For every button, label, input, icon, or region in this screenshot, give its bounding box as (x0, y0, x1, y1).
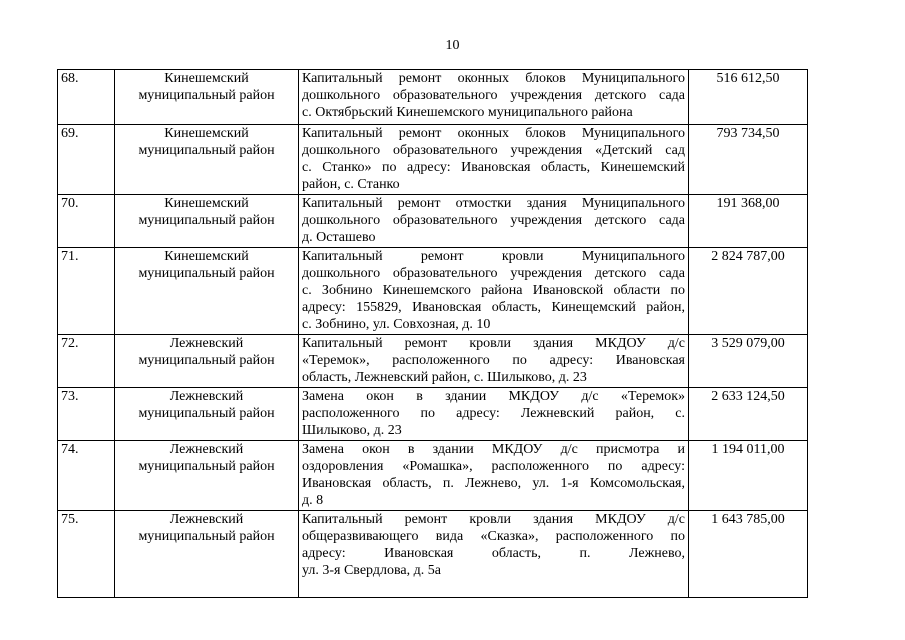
district-line: муниципальный район (138, 353, 275, 368)
description-line: общеразвивающего вида «Сказка», расположенного по (302, 529, 685, 544)
description-line: Капитальный ремонт оконных блоков Муниципального (302, 71, 685, 86)
district-cell (115, 335, 299, 388)
amount-cell: 1 643 785,00 (689, 511, 808, 598)
description-line: район, с. Станко (302, 177, 400, 192)
district-cell (115, 511, 299, 598)
district-line: муниципальный район (138, 266, 275, 281)
amount-cell: 3 529 079,00 (689, 335, 808, 388)
table-row (58, 195, 808, 248)
description-line: оздоровления «Ромашка», расположенного по адресу: (302, 459, 685, 474)
amount-cell: 2 824 787,00 (689, 248, 808, 335)
description-line: Капитальный ремонт кровли Муниципального (302, 249, 685, 264)
district-line: Кинешемский (164, 249, 249, 264)
row-number: 72. (58, 335, 115, 388)
description-line: с. Октябрьский Кинешемского муниципального района (302, 105, 633, 120)
amount-cell: 191 368,00 (689, 195, 808, 248)
district-line: муниципальный район (138, 406, 275, 421)
district-line: муниципальный район (138, 459, 275, 474)
description-line: дошкольного образовательного учреждения детского сада (302, 88, 685, 103)
description-cell (299, 125, 689, 195)
description-line: дошкольного образовательного учреждения детского сада (302, 213, 685, 228)
description-line: Капитальный ремонт оконных блоков Муниципального (302, 126, 685, 141)
description-line: Шилыково, д. 23 (302, 423, 402, 438)
description-line: с. Станко» по адресу: Ивановская область, Кинешемский (302, 160, 685, 175)
description-cell (299, 335, 689, 388)
description-line: Капитальный ремонт отмостки здания Муниципального (302, 196, 685, 211)
district-line: Кинешемский (164, 126, 249, 141)
description-line: с. Зобнино Кинешемского района Ивановской области по (302, 283, 685, 298)
district-cell (115, 248, 299, 335)
description-line: расположенного по адресу: Лежневский район, с. (302, 406, 685, 421)
amount-cell: 793 734,50 (689, 125, 808, 195)
amount-cell: 2 633 124,50 (689, 388, 808, 441)
description-cell (299, 511, 689, 598)
description-line: Капитальный ремонт кровли здания МКДОУ д/с (302, 512, 685, 527)
page-number: 10 (445, 38, 460, 53)
table-row (58, 70, 808, 125)
amount-cell: 516 612,50 (689, 70, 808, 125)
row-number: 73. (58, 388, 115, 441)
description-line: дошкольного образовательного учреждения детского сада (302, 266, 685, 281)
district-cell (115, 195, 299, 248)
district-cell (115, 388, 299, 441)
district-line: Лежневский (169, 389, 244, 404)
description-line: с. Зобнино, ул. Совхозная, д. 10 (302, 317, 491, 332)
description-cell (299, 388, 689, 441)
description-line: д. 8 (302, 493, 324, 508)
district-line: Кинешемский (164, 196, 249, 211)
row-number: 75. (58, 511, 115, 598)
row-number: 68. (58, 70, 115, 125)
table-row (58, 388, 808, 441)
district-cell (115, 441, 299, 511)
district-line: Лежневский (169, 442, 244, 457)
row-number: 71. (58, 248, 115, 335)
description-line: д. Осташево (302, 230, 376, 245)
district-line: Лежневский (169, 336, 244, 351)
table-body (58, 70, 808, 598)
row-number: 74. (58, 441, 115, 511)
description-line: Замена окон в здании МКДОУ д/с присмотра и (302, 442, 685, 457)
description-cell (299, 441, 689, 511)
description-line: Капитальный ремонт кровли здания МКДОУ д/с (302, 336, 685, 351)
table-row (58, 511, 808, 598)
district-line: муниципальный район (138, 213, 275, 228)
description-line: адресу: 155829, Ивановская область, Кинещемский район, (302, 300, 685, 315)
description-line: область, Лежневский район, с. Шилыково, д. 23 (302, 370, 587, 385)
district-cell (115, 70, 299, 125)
table-row (58, 335, 808, 388)
description-line: ул. 3-я Свердлова, д. 5а (302, 563, 441, 578)
description-line: «Теремок», расположенного по адресу: Ивановская (302, 353, 685, 368)
projects-table (57, 69, 808, 598)
district-line: муниципальный район (138, 88, 275, 103)
district-cell (115, 125, 299, 195)
amount-cell: 1 194 011,00 (689, 441, 808, 511)
district-line: Лежневский (169, 512, 244, 527)
description-cell (299, 70, 689, 125)
district-line: муниципальный район (138, 143, 275, 158)
row-number: 70. (58, 195, 115, 248)
row-number: 69. (58, 125, 115, 195)
description-line: Ивановская область, п. Лежнево, ул. 1-я Комсомольская, (302, 476, 685, 491)
description-cell (299, 195, 689, 248)
description-line: адресу: Ивановская область, п. Лежнево, (302, 546, 685, 561)
district-line: муниципальный район (138, 529, 275, 544)
description-line: дошкольного образовательного учреждения «Детский сад (302, 143, 685, 158)
table-row (58, 441, 808, 511)
description-line: Замена окон в здании МКДОУ д/с «Теремок» (302, 389, 685, 404)
description-cell (299, 248, 689, 335)
table-row (58, 125, 808, 195)
district-line: Кинешемский (164, 71, 249, 86)
table-row (58, 248, 808, 335)
